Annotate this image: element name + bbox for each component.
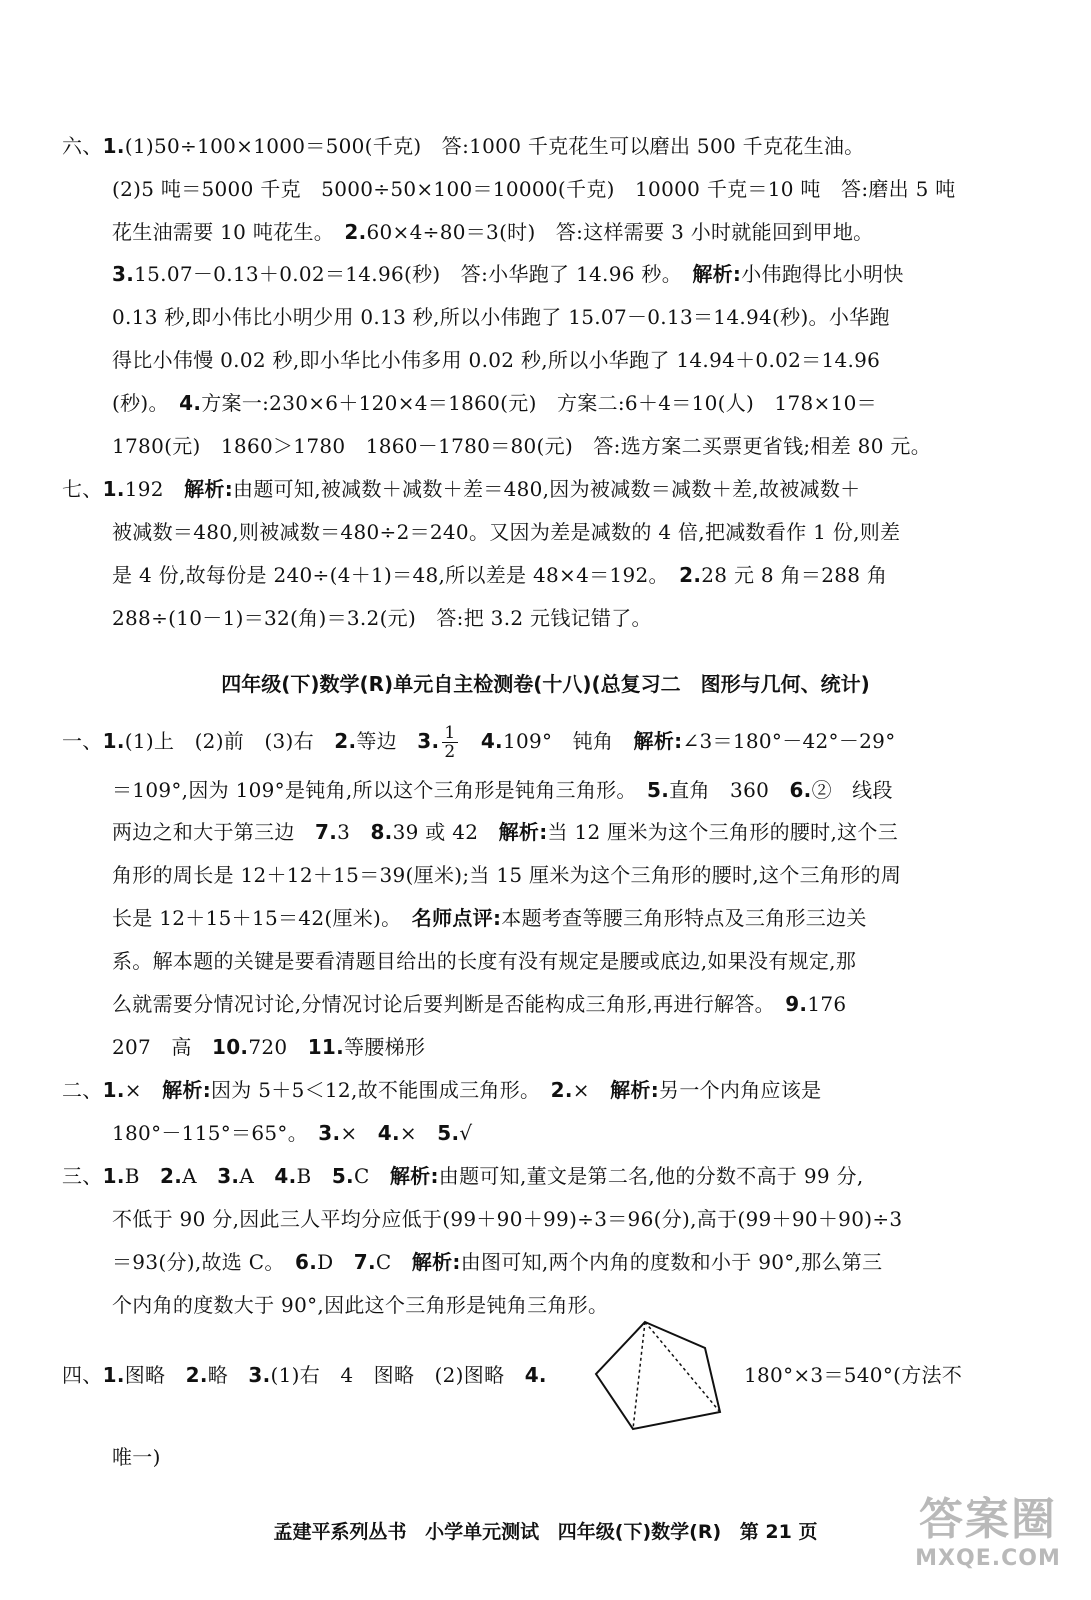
part-label: 一、 <box>62 729 103 753</box>
bold-label: 1. <box>102 1078 125 1102</box>
answer-text: 109° 钝角 <box>502 729 634 753</box>
answer-text: × <box>340 1121 378 1145</box>
footer-grade: 四年级(下)数学(R) <box>557 1521 722 1543</box>
text-line <box>112 777 893 803</box>
footer-series: 孟建平系列丛书 <box>273 1521 407 1543</box>
bold-label: 解析: <box>411 1250 461 1274</box>
answer-text: 由题可知,被减数＋减数＋差＝480,因为被减数＝减数＋差,故被减数＋ <box>233 477 861 501</box>
text-line: 180°×3＝540°(方法不 <box>744 1363 963 1387</box>
answer-text: A <box>239 1164 275 1188</box>
bold-label: 6. <box>294 1250 318 1274</box>
fraction-numerator: 1 <box>444 723 456 743</box>
answer-text: 176 <box>807 992 847 1016</box>
bold-label: 3. <box>112 262 135 286</box>
bold-label: 11. <box>307 1035 345 1059</box>
bold-label: 7. <box>353 1250 376 1274</box>
answer-text: 0.13 秒,即小伟比小明少用 0.13 秒,所以小伟跑了 15.07－0.13＝14.94(秒)。小华跑 <box>112 305 890 329</box>
answer-text: (2)5 吨＝5000 千克 5000÷50×100＝10000(千克) 10000 千克＝10 吨 答:磨出 5 吨 <box>112 177 956 201</box>
answer-text: × <box>572 1078 611 1102</box>
answer-text: 不低于 90 分,因此三人平均分应低于(99＋90＋99)÷3＝96(分),高于(99＋90＋90)÷3 <box>112 1207 903 1231</box>
bold-label: 10. <box>211 1035 249 1059</box>
answer-text: 小伟跑得比小明快 <box>741 262 904 286</box>
bold-label: 解析: <box>610 1078 660 1102</box>
unit-title: 四年级(下)数学(R)单元自主检测卷(十八)(总复习二 图形与几何、统计) <box>221 672 870 696</box>
bold-label: 4. <box>524 1363 547 1387</box>
answer-text: 么就需要分情况讨论,分情况讨论后要判断是否能构成三角形,再进行解答。 <box>112 992 786 1016</box>
answer-text: 本题考查等腰三角形特点及三角形三边关 <box>501 906 867 930</box>
text-line <box>112 562 887 588</box>
bold-label: 4. <box>274 1164 297 1188</box>
footer-page-number: 第 21 页 <box>739 1521 818 1543</box>
text-line <box>112 819 898 845</box>
answer-text: 方案一:230×6＋120×4＝1860(元) 方案二:6＋4＝10(人) 178×10＝ <box>201 391 877 415</box>
answer-text: 当 12 厘米为这个三角形的腰时,这个三 <box>547 820 899 844</box>
bold-label: 解析: <box>389 1164 439 1188</box>
bold-label: 2. <box>160 1164 183 1188</box>
answer-text: 3 <box>337 820 371 844</box>
bold-label: 2. <box>344 220 367 244</box>
answer-text: ＝93(分),故选 C。 <box>112 1250 295 1274</box>
bold-label: 8. <box>370 820 393 844</box>
item-number: 1. <box>102 729 125 753</box>
bold-label: 解析: <box>498 820 548 844</box>
bold-label: 3. <box>318 1121 341 1145</box>
bold-label: 名师点评: <box>411 906 502 930</box>
answer-text: ② 线段 <box>811 778 893 802</box>
bold-label: 5. <box>331 1164 354 1188</box>
bold-label: 解析: <box>184 477 234 501</box>
answer-text: × <box>124 1078 163 1102</box>
bold-label: 4. <box>179 391 202 415</box>
answer-text: 192 <box>124 477 185 501</box>
text-line <box>62 1362 547 1388</box>
bold-label: 2. <box>679 563 702 587</box>
bold-label: 6. <box>789 778 812 802</box>
answer-text: 由图可知,两个内角的度数和小于 90°,那么第三 <box>460 1250 883 1274</box>
bold-label: 7. <box>315 820 338 844</box>
bold-label: 4. <box>377 1121 400 1145</box>
answer-text: 得比小伟慢 0.02 秒,即小华比小伟多用 0.02 秒,所以小华跑了 14.94＋0.02＝14.96 <box>112 348 881 372</box>
text-line <box>62 1163 864 1189</box>
watermark-logo: 答案圈 <box>919 1494 1057 1545</box>
answer-text: 39 或 42 <box>392 820 499 844</box>
bold-label: 2. <box>185 1363 208 1387</box>
answer-text: × <box>399 1121 438 1145</box>
bold-label: 解析: <box>692 262 742 286</box>
text-line <box>112 948 856 974</box>
answer-text: 288÷(10－1)＝32(角)＝3.2(元) 答:把 3.2 元钱记错了。 <box>112 606 652 630</box>
text-line <box>112 176 956 202</box>
answer-text: 四、 <box>62 1363 103 1387</box>
answer-text: (1)上 (2)前 (3)右 <box>124 729 335 753</box>
watermark <box>903 1494 1073 1578</box>
answer-text: 六、 <box>62 134 103 158</box>
answer-text: 等边 <box>356 729 418 753</box>
answer-text: 1780(元) 1860＞1780 1860－1780＝80(元) 答:选方案二买票更省钱;相差 80 元。 <box>112 434 931 458</box>
text-line <box>112 219 873 245</box>
text-line <box>112 304 890 330</box>
fraction-denominator: 2 <box>444 742 456 762</box>
answer-text: (1)右 4 图略 (2)图略 <box>270 1363 525 1387</box>
bold-label: 1. <box>102 1363 125 1387</box>
text-line <box>112 905 867 931</box>
text-line <box>112 519 900 545</box>
answer-text: ＝109°,因为 109°是钝角,所以这个三角形是钝角三角形。 <box>112 778 648 802</box>
answer-text: 60×4÷80＝3(时) 答:这样需要 3 小时就能回到甲地。 <box>366 220 874 244</box>
answer-text: 系。解本题的关键是要看清题目给出的长度有没有规定是腰或底边,如果没有规定,那 <box>112 949 857 973</box>
answer-text: 二、 <box>62 1078 103 1102</box>
text-line <box>112 605 652 631</box>
answer-text: (1)50÷100×1000＝500(千克) 答:1000 千克花生可以磨出 500 千克花生油。 <box>124 134 865 158</box>
answer-text: 长是 12＋15＋15＝42(厘米)。 <box>112 906 412 930</box>
answer-text: ∠3＝180°－42°－29° <box>682 729 896 753</box>
answer-text: 角形的周长是 12＋12＋15＝39(厘米);当 15 厘米为这个三角形的腰时,这个三角形的周 <box>112 863 902 887</box>
answer-text: A <box>182 1164 218 1188</box>
answer-text: 207 高 <box>112 1035 212 1059</box>
answer-text: (秒)。 <box>112 391 180 415</box>
diagonal-line <box>633 1322 645 1429</box>
answer-text: D <box>317 1250 354 1274</box>
text-line <box>112 347 880 373</box>
text-line <box>62 724 896 761</box>
answer-text: 被减数＝480,则被减数＝480÷2＝240。又因为差是减数的 4 倍,把减数看作 1 份,则差 <box>112 520 901 544</box>
bold-label: 解析: <box>162 1078 211 1102</box>
answer-text: C <box>353 1164 390 1188</box>
analysis-label: 解析: <box>633 729 683 753</box>
bold-label: 3. <box>248 1363 271 1387</box>
answer-text: B <box>124 1164 161 1188</box>
text-line <box>112 1249 882 1275</box>
answer-text: 180°－115°＝65°。 <box>112 1121 319 1145</box>
text-line <box>112 1292 608 1318</box>
answer-text: C <box>375 1250 412 1274</box>
answer-text: 三、 <box>62 1164 103 1188</box>
answer-text: 是 4 份,故每份是 240÷(4＋1)＝48,所以差是 48×4＝192。 <box>112 563 680 587</box>
answer-text: 花生油需要 10 吨花生。 <box>112 220 345 244</box>
item-number: 4. <box>480 729 503 753</box>
text-line <box>112 261 904 287</box>
answer-text: 720 <box>248 1035 308 1059</box>
text-line <box>62 476 860 502</box>
item-number: 3. <box>417 729 440 753</box>
answer-text: B <box>296 1164 332 1188</box>
answer-text: 略 <box>207 1363 249 1387</box>
text-line <box>112 1206 902 1232</box>
answer-text: 七、 <box>62 477 103 501</box>
answer-text: 两边之和大于第三边 <box>112 820 315 844</box>
bold-label: 1. <box>102 134 125 158</box>
answer-text: 另一个内角应该是 <box>659 1078 822 1102</box>
fraction-one-half <box>442 724 457 761</box>
pentagon-figure <box>593 1318 725 1432</box>
answer-text: 因为 5＋5＜12,故不能围成三角形。 <box>211 1078 551 1102</box>
bold-label: 5. <box>647 778 670 802</box>
bold-label: 1. <box>102 1164 125 1188</box>
text-line <box>62 133 864 159</box>
bold-label: 1. <box>102 477 125 501</box>
text-line <box>112 1034 425 1060</box>
text-line <box>112 1120 472 1146</box>
text-line <box>112 433 931 459</box>
answer-text: 个内角的度数大于 90°,因此这个三角形是钝角三角形。 <box>112 1293 609 1317</box>
text-line: 唯一) <box>112 1445 161 1469</box>
bold-label: 3. <box>217 1164 240 1188</box>
answer-text: 直角 360 <box>669 778 790 802</box>
bold-label: 2. <box>550 1078 573 1102</box>
answer-text: 28 元 8 角＝288 角 <box>701 563 888 587</box>
answer-text: √ <box>459 1121 473 1145</box>
text-line <box>62 1077 821 1103</box>
bold-label: 9. <box>785 992 808 1016</box>
footer-book: 小学单元测试 <box>425 1521 540 1543</box>
bold-label: 5. <box>437 1121 460 1145</box>
watermark-url: MXQE.COM <box>915 1546 1061 1571</box>
text-line <box>112 862 901 888</box>
answer-text: 等腰梯形 <box>344 1035 426 1059</box>
answer-text: 由题可知,董文是第二名,他的分数不高于 99 分, <box>438 1164 864 1188</box>
answer-text: 图略 <box>124 1363 186 1387</box>
answer-text: 15.07－0.13＋0.02＝14.96(秒) 答:小华跑了 14.96 秒。 <box>134 262 693 286</box>
item-number: 2. <box>334 729 357 753</box>
text-line <box>112 390 877 416</box>
text-line <box>112 991 846 1017</box>
